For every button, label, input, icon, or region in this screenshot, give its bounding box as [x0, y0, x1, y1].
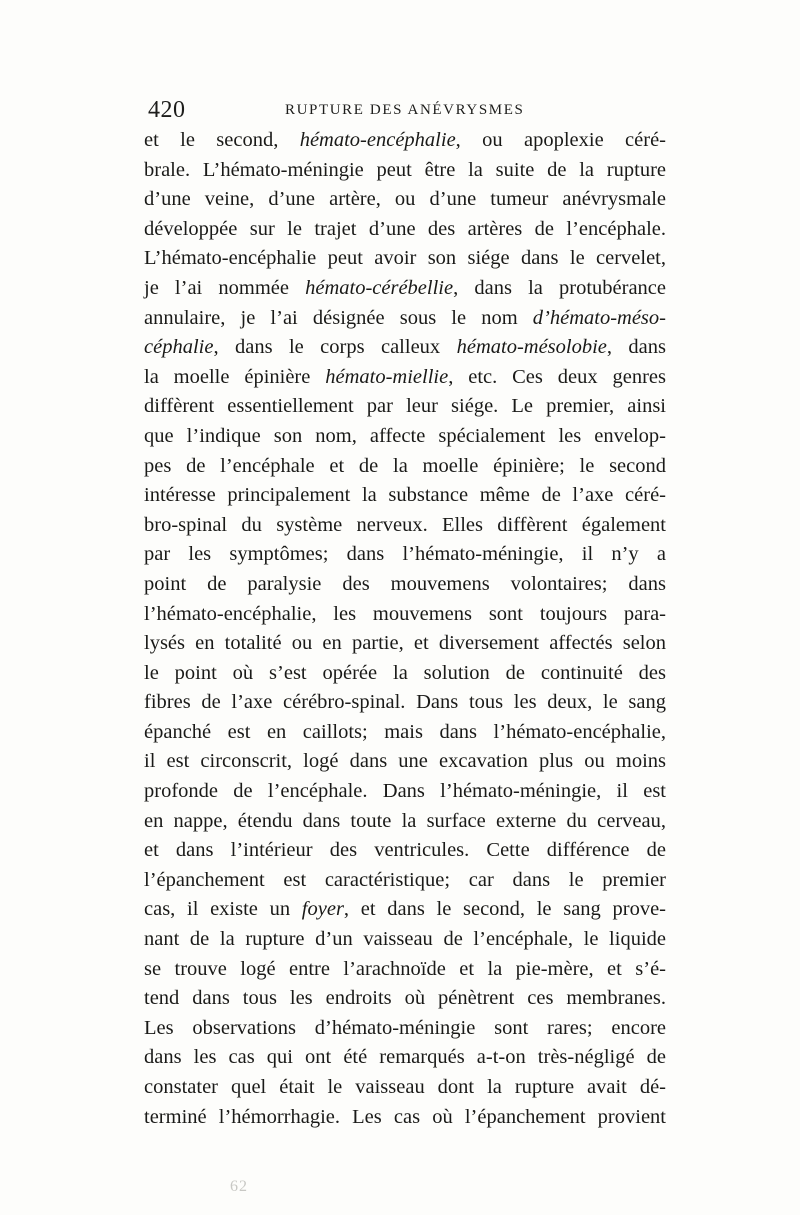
text-line — [144, 777, 666, 807]
text-line — [144, 1073, 666, 1103]
text-line — [144, 274, 666, 304]
text-segment: , dans la protubérance — [453, 276, 666, 299]
italic-term: hémato-cérébellie — [305, 276, 454, 299]
text-line — [144, 185, 666, 215]
text-segment: diffèrent essentiellement par leur siége. Le premier, ainsi — [144, 395, 666, 418]
italic-term: hémato-mésolobie — [456, 336, 607, 359]
text-line — [144, 866, 666, 896]
text-line — [144, 984, 666, 1014]
text-segment: nant de la rupture d’un vaisseau de l’encéphale, le liquide — [144, 928, 666, 951]
text-segment: lysés en totalité ou en partie, et diversement affectés selon — [144, 632, 666, 655]
text-segment: pes de l’encéphale et de la moelle épinière; le second — [144, 454, 666, 477]
text-segment: fibres de l’axe cérébro-spinal. Dans tous les deux, le sang — [144, 691, 666, 714]
text-line — [144, 1014, 666, 1044]
text-line — [144, 452, 666, 482]
faint-footer-mark: 62 — [230, 1178, 248, 1195]
text-line — [144, 747, 666, 777]
text-line — [144, 304, 666, 334]
text-segment: point de paralysie des mouvemens volontaires; dans — [144, 572, 666, 595]
text-segment: brale. L’hémato-méningie peut être la suite de la rupture — [144, 158, 666, 181]
italic-term: hémato-encéphalie — [299, 129, 456, 151]
text-line — [144, 392, 666, 422]
text-line — [144, 718, 666, 748]
italic-term: foyer — [301, 898, 344, 921]
text-segment: , et dans le second, le sang prove- — [343, 898, 666, 921]
text-segment: l’hémato-encéphalie, les mouvemens sont toujours para- — [144, 602, 666, 625]
text-segment: tend dans tous les endroits où pénètrent ces membranes. — [144, 987, 666, 1010]
text-segment: constater quel était le vaisseau dont la rupture avait dé- — [144, 1076, 666, 1098]
text-line — [144, 688, 666, 718]
text-segment: et le second, — [144, 129, 300, 151]
body-paragraph — [144, 126, 666, 1132]
text-line — [144, 126, 666, 156]
text-segment: l’épanchement est caractéristique; car dans le premier — [144, 868, 666, 891]
text-line — [144, 1103, 666, 1133]
text-line — [144, 481, 666, 511]
text-line — [144, 836, 666, 866]
italic-term: hémato-miellie — [325, 365, 449, 388]
text-line — [144, 1043, 666, 1073]
text-segment: et dans l’intérieur des ventricules. Cette différence de — [144, 839, 666, 862]
text-segment: se trouve logé entre l’arachnoïde et la pie-mère, et s’é- — [144, 957, 666, 980]
text-segment: le point où s’est opérée la solution de continuité des — [144, 661, 666, 684]
text-segment: terminé l’hémorrhagie. Les cas où l’épanchement provient — [144, 1105, 666, 1128]
text-line — [144, 215, 666, 245]
text-line — [144, 807, 666, 837]
text-segment: cas, il existe un — [144, 898, 302, 921]
text-segment: dans les cas qui ont été remarqués a-t-on très-négligé de — [144, 1046, 666, 1069]
text-line — [144, 925, 666, 955]
italic-term: d’hémato-méso- — [532, 306, 666, 329]
text-line — [144, 659, 666, 689]
text-segment: développée sur le trajet d’une des artères de l’encéphale. — [144, 217, 666, 240]
text-segment: je l’ai nommée — [144, 276, 306, 299]
text-segment: bro-spinal du système nerveux. Elles diffèrent également — [144, 513, 666, 536]
text-line — [144, 156, 666, 186]
text-segment: par les symptômes; dans l’hémato-méningie, il n’y a — [144, 543, 666, 566]
text-segment: L’hémato-encéphalie peut avoir son siége dans le cervelet, — [144, 247, 666, 270]
text-line — [144, 540, 666, 570]
page-number: 420 — [148, 97, 186, 123]
text-segment: en nappe, étendu dans toute la surface externe du cerveau, — [144, 809, 666, 832]
running-head: RUPTURE DES ANÉVRYSMES — [285, 102, 525, 118]
text-segment: que l’indique son nom, affecte spécialement les envelop- — [144, 424, 666, 447]
text-segment: , ou apoplexie céré- — [455, 129, 666, 151]
text-segment: Les observations d’hémato-méningie sont rares; encore — [144, 1016, 666, 1039]
text-line — [144, 363, 666, 393]
text-line — [144, 511, 666, 541]
text-line — [144, 333, 666, 363]
text-segment: , etc. Ces deux genres — [448, 365, 666, 388]
text-line — [144, 244, 666, 274]
page-header — [148, 97, 668, 127]
text-segment: il est circonscrit, logé dans une excavation plus ou moins — [144, 750, 666, 773]
text-segment: , dans — [606, 336, 667, 359]
text-line — [144, 629, 666, 659]
text-line — [144, 895, 666, 925]
text-line — [144, 570, 666, 600]
text-segment: annulaire, je l’ai désignée sous le nom — [144, 306, 533, 329]
text-segment: épanché est en caillots; mais dans l’hémato-encéphalie, — [144, 720, 666, 743]
text-segment: d’une veine, d’une artère, ou d’une tumeur anévrysmale — [144, 188, 666, 211]
text-line — [144, 955, 666, 985]
text-line — [144, 422, 666, 452]
text-line — [144, 600, 666, 630]
text-segment: profonde de l’encéphale. Dans l’hémato-méningie, il est — [144, 780, 666, 803]
text-segment: intéresse principalement la substance même de l’axe céré- — [144, 484, 666, 507]
text-segment: , dans le corps calleux — [213, 336, 457, 359]
text-segment: la moelle épinière — [144, 365, 326, 388]
italic-term: céphalie — [144, 336, 214, 359]
